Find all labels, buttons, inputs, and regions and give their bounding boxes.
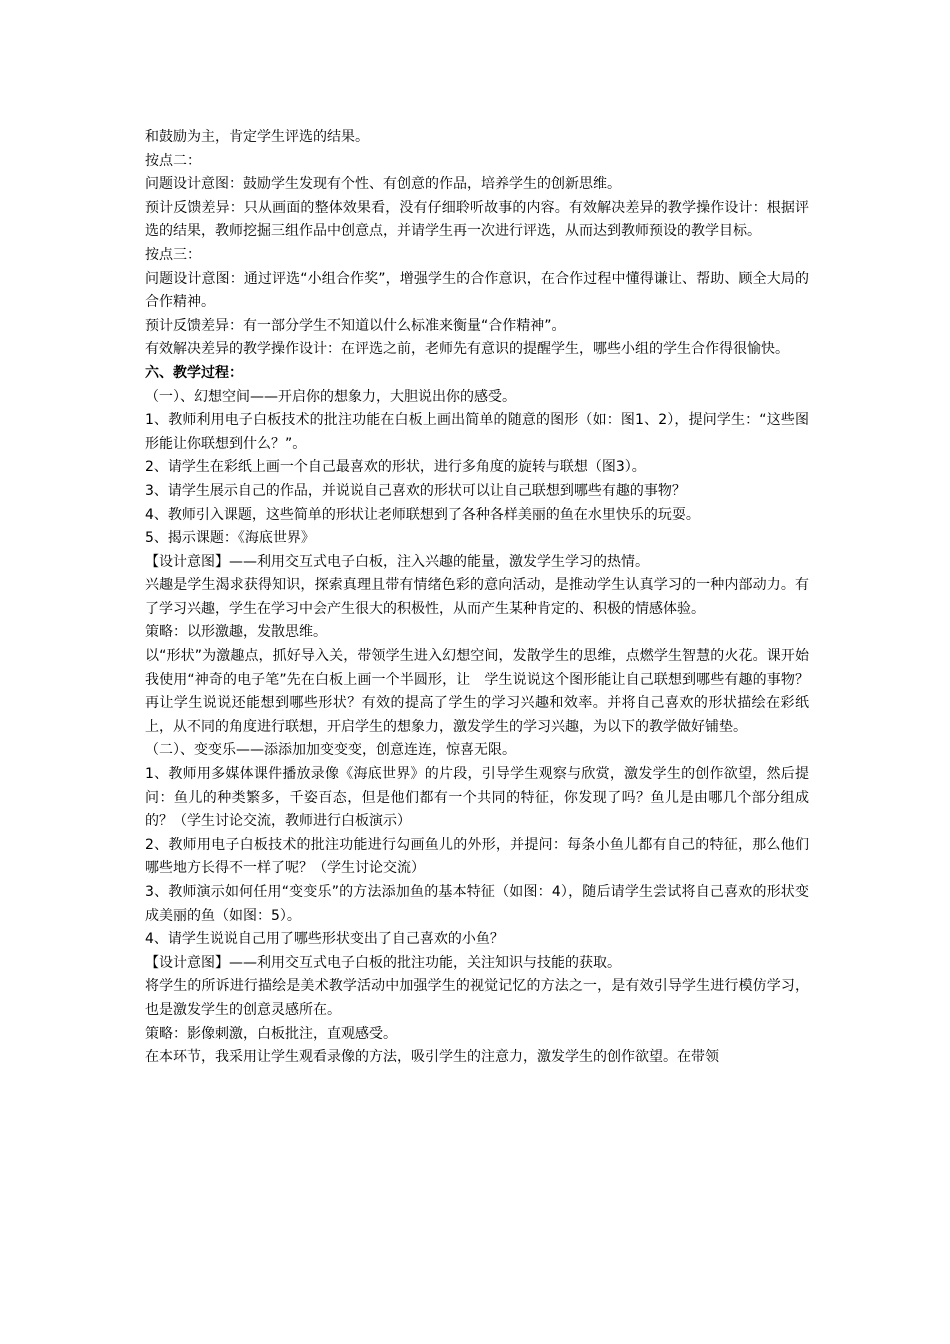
paragraph: 3、教师演示如何任用“变变乐”的方法添加鱼的基本特征（如图：4），随后请学生尝试将自己喜欢的形状变成美丽的鱼（如图：5）。 [145,884,809,924]
paragraph: 预计反馈差异：只从画面的整体效果看，没有仔细聆听故事的内容。有效解决差异的教学操作设计：根据评选的结果，教师挖掘三组作品中创意点，并请学生再一次进行评选，从而达到教师预设的教学目标。 [145,199,809,240]
paragraph: 和鼓励为主，肯定学生评选的结果。 [145,129,369,145]
section-heading: 六、教学过程： [145,364,243,381]
paragraph: 策略：影像刺激，白板批注，直观感受。 [145,1025,397,1042]
paragraph: 在本环节，我采用让学生观看录像的方法，吸引学生的注意力，激发学生的创作欲望。在带领 [145,1049,719,1066]
paragraph: （一）、幻想空间——开启你的想象力，大胆说出你的感受。 [145,388,516,405]
paragraph: 按点二： [145,152,201,169]
paragraph: 预计反馈差异：有一部分学生不知道以什么标准来衡量“合作精神”。 [145,317,566,334]
paragraph: 1、教师利用电子白板技术的批注功能在白板上画出简单的随意的图形（如：图1、2），提问学生：“这些图形能让你联想到什么？”。 [145,412,809,452]
paragraph: 兴趣是学生渴求获得知识，探索真理且带有情绪色彩的意向活动，是推动学生认真学习的一种内部动力。有了学习兴趣，学生在学习中会产生很大的积极性，从而产生某种肯定的、积极的情感体验。 [145,577,809,617]
paragraph: 3、请学生展示自己的作品，并说说自己喜欢的形状可以让自己联想到哪些有趣的事物？ [145,482,686,499]
paragraph: （二）、变变乐——添添加加变变变，创意连连，惊喜无限。 [145,742,516,759]
document-body [145,126,809,1070]
paragraph: 4、教师引入课题，这些简单的形状让老师联想到了各种各样美丽的鱼在水里快乐的玩耍。 [145,506,700,523]
paragraph: 将学生的所诉进行描绘是美术教学活动中加强学生的视觉记忆的方法之一，是有效引导学生进行模仿学习，也是激发学生的创意灵感所在。 [145,978,809,1018]
paragraph: 问题设计意图：鼓励学生发现有个性、有创意的作品，培养学生的创新思维。 [145,176,621,193]
paragraph: 2、教师用电子白板技术的批注功能进行勾画鱼儿的外形，并提问：每条小鱼儿都有自己的特征，那么他们哪些地方长得不一样了呢？（学生讨论交流） [145,836,809,877]
paragraph: 问题设计意图：通过评选“小组合作奖”，增强学生的合作意识，在合作过程中懂得谦让、帮助、顾全大局的合作精神。 [145,270,809,311]
paragraph: 按点三： [145,246,201,263]
paragraph: 策略：以形激趣，发散思维。 [145,624,327,641]
paragraph: 4、请学生说说自己用了哪些形状变出了自己喜欢的小鱼？ [145,931,504,948]
paragraph: 以“形状”为激趣点，抓好导入关，带领学生进入幻想空间，发散学生的思维，点燃学生智慧的火花。课开始我使用“神奇的电子笔”先在白板上画一个半圆形，让 学生说说这个图形能让自己联想到哪些有趣的事物？再让学生说说还能想到哪些形状？有效的提高了学生的学习兴趣和效率。并将自己喜欢的形状描绘在彩纸上，从不同的角度进行联想，开启学生的想象力，激发学生的学习兴趣，为以下的教学做好铺垫。 [145,648,809,735]
paragraph: 2、请学生在彩纸上画一个自己最喜欢的形状，进行多角度的旋转与联想（图3）。 [145,459,646,476]
paragraph: 1、教师用多媒体课件播放录像《海底世界》的片段，引导学生观察与欣赏，激发学生的创作欲望，然后提问：鱼儿的种类繁多，千姿百态，但是他们都有一个共同的特征，你发现了吗？鱼儿是由哪几个部分组成的？（学生讨论交流，教师进行白板演示） [145,766,809,830]
paragraph: 【设计意图】——利用交互式电子白板的批注功能，关注知识与技能的获取。 [145,954,621,971]
paragraph: 【设计意图】——利用交互式电子白板，注入兴趣的能量，激发学生学习的热情。 [145,553,649,570]
paragraph: 有效解决差异的教学操作设计：在评选之前，老师先有意识的提醒学生，哪些小组的学生合作得很愉快。 [145,341,789,358]
paragraph: 5、揭示课题：《海底世界》 [145,530,315,547]
